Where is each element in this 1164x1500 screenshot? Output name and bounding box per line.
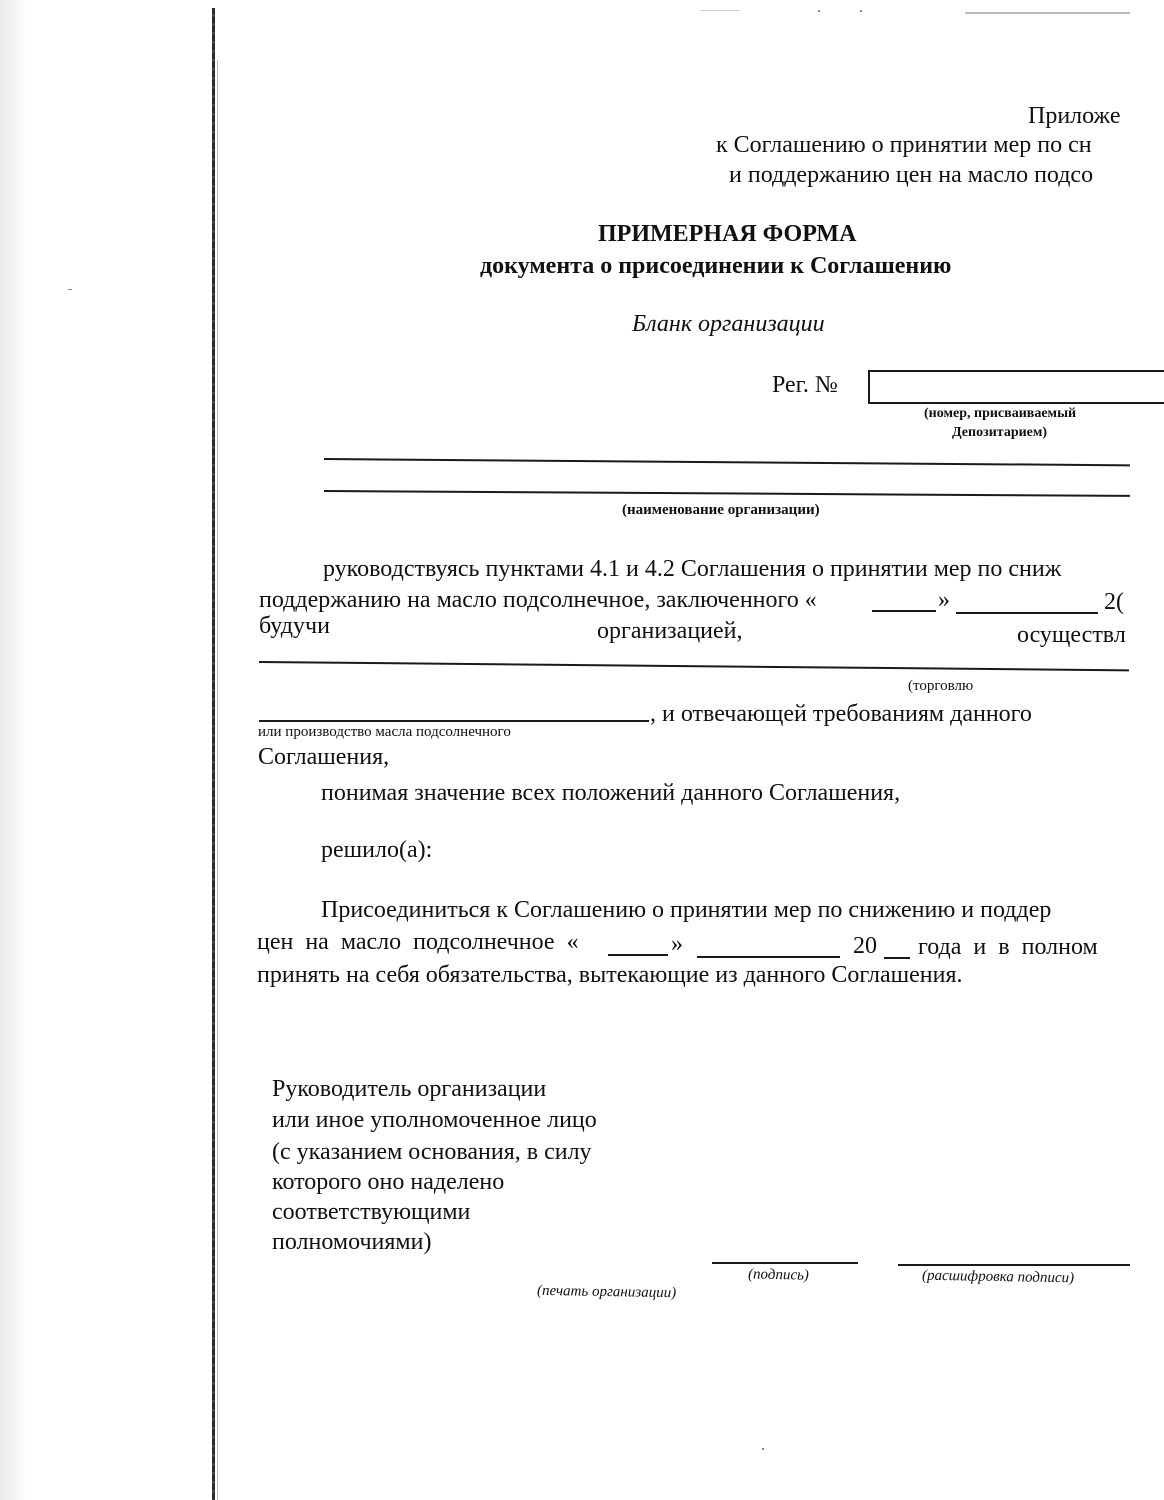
reg-number-label: Рег. № bbox=[772, 372, 838, 398]
caption-signature: (подпись) bbox=[747, 1266, 810, 1284]
reg-number-note-2: Депозитарием) bbox=[952, 425, 1048, 440]
body-line-4: , и отвечающей требованиям данного bbox=[650, 701, 1032, 727]
scan-speck bbox=[68, 289, 72, 290]
signature-decode-line bbox=[898, 1264, 1130, 1266]
body-accession-line-2-a: цен на масло подсолнечное « bbox=[257, 929, 579, 955]
body-line-2-c: 2( bbox=[1104, 589, 1124, 615]
signatory-line-6: полномочиями) bbox=[272, 1229, 432, 1255]
org-name-line-1 bbox=[324, 458, 1130, 466]
reg-number-note-1: (номер, присваиваемый bbox=[924, 406, 1077, 421]
activity-line-2 bbox=[259, 720, 649, 722]
body-accession-line-1: Присоединиться к Соглашению о принятии мер по снижению и поддер bbox=[321, 897, 1052, 923]
caption-seal: (печать организации) bbox=[536, 1282, 677, 1302]
org-name-caption: (наименование организации) bbox=[622, 502, 820, 518]
body-line-3-b: организацией, bbox=[597, 618, 743, 644]
activity-line bbox=[259, 661, 1129, 671]
body-line-2-a: поддержанию на масло подсолнечное, заключенного « bbox=[259, 587, 817, 613]
caption-trade: (торговлю bbox=[908, 678, 974, 694]
appendix-line-3: и поддержанию цен на масло подсо bbox=[729, 162, 1094, 188]
body-accession-line-3: принять на себя обязательства, вытекающие из данного Соглашения. bbox=[257, 962, 963, 988]
caption-production: или производство масла подсолнечного bbox=[258, 724, 511, 740]
accession-year-blank bbox=[884, 957, 910, 959]
letterhead-caption: Бланк организации bbox=[632, 311, 825, 337]
body-line-1: руководствуясь пунктами 4.1 и 4.2 Соглашения о принятии мер по сниж bbox=[323, 556, 1062, 582]
org-name-line-2 bbox=[324, 490, 1130, 497]
signatory-line-1: Руководитель организации bbox=[272, 1076, 547, 1102]
form-subtitle: документа о присоединении к Соглашению bbox=[480, 253, 952, 279]
scan-speck bbox=[700, 10, 740, 11]
body-line-5: Соглашения, bbox=[258, 744, 390, 770]
body-decided: решило(а): bbox=[321, 837, 433, 863]
date-day-blank bbox=[872, 610, 936, 612]
form-title: ПРИМЕРНАЯ ФОРМА bbox=[598, 221, 857, 247]
signatory-line-3: (с указанием основания, в силу bbox=[272, 1139, 592, 1165]
body-accession-line-2-b: » bbox=[671, 931, 683, 957]
body-accession-line-2-d: года и в полном bbox=[918, 934, 1098, 960]
caption-signature-decode: (расшифровка подписи) bbox=[921, 1267, 1075, 1287]
accession-month-blank bbox=[697, 956, 840, 958]
signatory-line-5: соответствующими bbox=[272, 1199, 471, 1225]
signature-line bbox=[712, 1262, 858, 1264]
signatory-line-4: которого оно наделено bbox=[272, 1169, 505, 1195]
scan-speck bbox=[818, 10, 820, 12]
signatory-line-2: или иное уполномоченное лицо bbox=[272, 1107, 597, 1133]
accession-day-blank bbox=[608, 954, 668, 956]
body-line-3-a: будучи bbox=[259, 613, 330, 639]
date-month-blank bbox=[956, 612, 1098, 614]
scan-speck bbox=[762, 1448, 764, 1450]
appendix-label: Приложе bbox=[1028, 103, 1121, 129]
reg-number-box bbox=[868, 370, 1164, 404]
body-line-3-c: осуществл bbox=[1017, 622, 1126, 648]
scan-speck bbox=[965, 12, 1130, 14]
scan-speck bbox=[860, 10, 862, 12]
appendix-line-2: к Соглашению о принятии мер по сн bbox=[716, 132, 1092, 158]
body-accession-line-2-c: 20 bbox=[853, 933, 877, 959]
body-line-2-b: » bbox=[938, 587, 950, 613]
body-understanding: понимая значение всех положений данного Соглашения, bbox=[321, 780, 901, 806]
